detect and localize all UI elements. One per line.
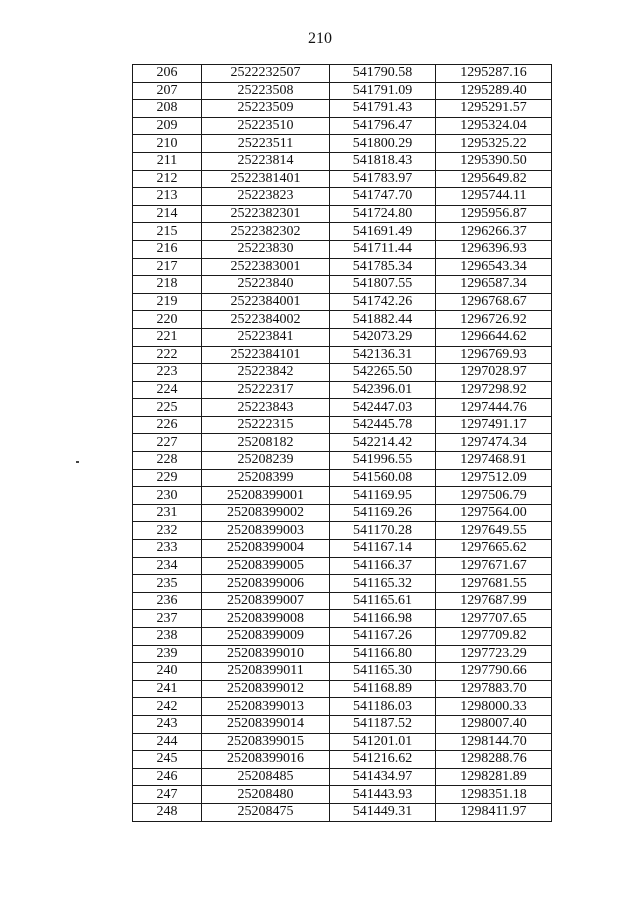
table-row bbox=[133, 434, 552, 452]
x-coordinate-cell: 542136.31 bbox=[330, 346, 436, 364]
table-row bbox=[133, 786, 552, 804]
y-coordinate-cell: 1295649.82 bbox=[436, 170, 552, 188]
x-coordinate-cell: 541166.98 bbox=[330, 610, 436, 628]
y-coordinate-cell: 1297474.34 bbox=[436, 434, 552, 452]
y-coordinate-cell: 1297506.79 bbox=[436, 487, 552, 505]
point-number-cell: 227 bbox=[133, 434, 202, 452]
x-coordinate-cell: 541449.31 bbox=[330, 803, 436, 821]
x-coordinate-cell: 541724.80 bbox=[330, 205, 436, 223]
point-number-cell: 219 bbox=[133, 293, 202, 311]
x-coordinate-cell: 541742.26 bbox=[330, 293, 436, 311]
point-number-cell: 244 bbox=[133, 733, 202, 751]
x-coordinate-cell: 541167.14 bbox=[330, 540, 436, 558]
y-coordinate-cell: 1297687.99 bbox=[436, 592, 552, 610]
y-coordinate-cell: 1297491.17 bbox=[436, 416, 552, 434]
point-id-cell: 25208485 bbox=[202, 768, 330, 786]
table-row bbox=[133, 328, 552, 346]
point-id-cell: 25208399 bbox=[202, 469, 330, 487]
point-number-cell: 221 bbox=[133, 328, 202, 346]
point-id-cell: 2522384001 bbox=[202, 293, 330, 311]
point-number-cell: 217 bbox=[133, 258, 202, 276]
point-id-cell: 25208399001 bbox=[202, 487, 330, 505]
x-coordinate-cell: 541165.32 bbox=[330, 575, 436, 593]
point-number-cell: 246 bbox=[133, 768, 202, 786]
x-coordinate-cell: 541170.28 bbox=[330, 522, 436, 540]
y-coordinate-cell: 1295291.57 bbox=[436, 100, 552, 118]
point-id-cell: 25208480 bbox=[202, 786, 330, 804]
x-coordinate-cell: 541691.49 bbox=[330, 223, 436, 241]
x-coordinate-cell: 542447.03 bbox=[330, 399, 436, 417]
point-id-cell: 25208399008 bbox=[202, 610, 330, 628]
point-number-cell: 239 bbox=[133, 645, 202, 663]
point-id-cell: 25223509 bbox=[202, 100, 330, 118]
y-coordinate-cell: 1296726.92 bbox=[436, 311, 552, 329]
y-coordinate-cell: 1297707.65 bbox=[436, 610, 552, 628]
point-number-cell: 226 bbox=[133, 416, 202, 434]
point-id-cell: 25208399015 bbox=[202, 733, 330, 751]
point-id-cell: 2522232507 bbox=[202, 65, 330, 83]
point-number-cell: 241 bbox=[133, 680, 202, 698]
table-row bbox=[133, 293, 552, 311]
y-coordinate-cell: 1297512.09 bbox=[436, 469, 552, 487]
point-number-cell: 208 bbox=[133, 100, 202, 118]
table-row bbox=[133, 152, 552, 170]
x-coordinate-cell: 542265.50 bbox=[330, 364, 436, 382]
y-coordinate-cell: 1297665.62 bbox=[436, 540, 552, 558]
point-id-cell: 25222317 bbox=[202, 381, 330, 399]
x-coordinate-cell: 541747.70 bbox=[330, 188, 436, 206]
y-coordinate-cell: 1297709.82 bbox=[436, 628, 552, 646]
point-id-cell: 25223843 bbox=[202, 399, 330, 417]
point-number-cell: 248 bbox=[133, 803, 202, 821]
point-number-cell: 215 bbox=[133, 223, 202, 241]
table-row bbox=[133, 223, 552, 241]
table-row bbox=[133, 65, 552, 83]
y-coordinate-cell: 1297790.66 bbox=[436, 663, 552, 681]
y-coordinate-cell: 1298144.70 bbox=[436, 733, 552, 751]
point-id-cell: 25208399016 bbox=[202, 751, 330, 769]
point-number-cell: 237 bbox=[133, 610, 202, 628]
point-id-cell: 25223823 bbox=[202, 188, 330, 206]
point-number-cell: 238 bbox=[133, 628, 202, 646]
point-number-cell: 242 bbox=[133, 698, 202, 716]
table-row bbox=[133, 240, 552, 258]
y-coordinate-cell: 1296769.93 bbox=[436, 346, 552, 364]
point-id-cell: 2522382301 bbox=[202, 205, 330, 223]
y-coordinate-cell: 1297298.92 bbox=[436, 381, 552, 399]
point-number-cell: 245 bbox=[133, 751, 202, 769]
y-coordinate-cell: 1296768.67 bbox=[436, 293, 552, 311]
y-coordinate-cell: 1297723.29 bbox=[436, 645, 552, 663]
y-coordinate-cell: 1297468.91 bbox=[436, 452, 552, 470]
y-coordinate-cell: 1298288.76 bbox=[436, 751, 552, 769]
point-number-cell: 234 bbox=[133, 557, 202, 575]
table-row bbox=[133, 733, 552, 751]
x-coordinate-cell: 541882.44 bbox=[330, 311, 436, 329]
point-id-cell: 25208399004 bbox=[202, 540, 330, 558]
table-row bbox=[133, 768, 552, 786]
y-coordinate-cell: 1298281.89 bbox=[436, 768, 552, 786]
point-id-cell: 25223842 bbox=[202, 364, 330, 382]
x-coordinate-cell: 542445.78 bbox=[330, 416, 436, 434]
x-coordinate-cell: 542214.42 bbox=[330, 434, 436, 452]
x-coordinate-cell: 541167.26 bbox=[330, 628, 436, 646]
table-row bbox=[133, 715, 552, 733]
table-row bbox=[133, 276, 552, 294]
table-row bbox=[133, 188, 552, 206]
y-coordinate-cell: 1297681.55 bbox=[436, 575, 552, 593]
point-id-cell: 25208182 bbox=[202, 434, 330, 452]
point-id-cell: 25208399014 bbox=[202, 715, 330, 733]
point-number-cell: 214 bbox=[133, 205, 202, 223]
point-id-cell: 2522383001 bbox=[202, 258, 330, 276]
point-number-cell: 207 bbox=[133, 82, 202, 100]
point-id-cell: 25223840 bbox=[202, 276, 330, 294]
point-number-cell: 213 bbox=[133, 188, 202, 206]
point-id-cell: 25223830 bbox=[202, 240, 330, 258]
x-coordinate-cell: 541216.62 bbox=[330, 751, 436, 769]
point-id-cell: 25223511 bbox=[202, 135, 330, 153]
table-row bbox=[133, 311, 552, 329]
point-id-cell: 25223814 bbox=[202, 152, 330, 170]
point-id-cell: 25208475 bbox=[202, 803, 330, 821]
point-number-cell: 216 bbox=[133, 240, 202, 258]
y-coordinate-cell: 1297028.97 bbox=[436, 364, 552, 382]
point-number-cell: 206 bbox=[133, 65, 202, 83]
point-number-cell: 218 bbox=[133, 276, 202, 294]
x-coordinate-cell: 541186.03 bbox=[330, 698, 436, 716]
point-number-cell: 210 bbox=[133, 135, 202, 153]
point-id-cell: 25208399007 bbox=[202, 592, 330, 610]
y-coordinate-cell: 1297564.00 bbox=[436, 504, 552, 522]
table-row bbox=[133, 698, 552, 716]
table-row bbox=[133, 416, 552, 434]
point-id-cell: 25208399013 bbox=[202, 698, 330, 716]
point-number-cell: 229 bbox=[133, 469, 202, 487]
point-number-cell: 231 bbox=[133, 504, 202, 522]
table-row bbox=[133, 803, 552, 821]
scan-speck bbox=[76, 461, 79, 463]
point-number-cell: 243 bbox=[133, 715, 202, 733]
x-coordinate-cell: 541187.52 bbox=[330, 715, 436, 733]
point-id-cell: 2522384002 bbox=[202, 311, 330, 329]
table-row bbox=[133, 381, 552, 399]
y-coordinate-cell: 1295956.87 bbox=[436, 205, 552, 223]
x-coordinate-cell: 541791.43 bbox=[330, 100, 436, 118]
x-coordinate-cell: 541560.08 bbox=[330, 469, 436, 487]
point-number-cell: 224 bbox=[133, 381, 202, 399]
y-coordinate-cell: 1296644.62 bbox=[436, 328, 552, 346]
table-row bbox=[133, 575, 552, 593]
point-number-cell: 225 bbox=[133, 399, 202, 417]
x-coordinate-cell: 541165.30 bbox=[330, 663, 436, 681]
y-coordinate-cell: 1295287.16 bbox=[436, 65, 552, 83]
table-row bbox=[133, 487, 552, 505]
point-id-cell: 25208399012 bbox=[202, 680, 330, 698]
point-number-cell: 235 bbox=[133, 575, 202, 593]
table-row bbox=[133, 540, 552, 558]
table-row bbox=[133, 680, 552, 698]
point-id-cell: 25208399006 bbox=[202, 575, 330, 593]
y-coordinate-cell: 1295324.04 bbox=[436, 117, 552, 135]
y-coordinate-cell: 1298000.33 bbox=[436, 698, 552, 716]
table-row bbox=[133, 258, 552, 276]
x-coordinate-cell: 541201.01 bbox=[330, 733, 436, 751]
y-coordinate-cell: 1295289.40 bbox=[436, 82, 552, 100]
point-number-cell: 212 bbox=[133, 170, 202, 188]
table-row bbox=[133, 628, 552, 646]
table-row bbox=[133, 663, 552, 681]
point-number-cell: 232 bbox=[133, 522, 202, 540]
x-coordinate-cell: 541169.26 bbox=[330, 504, 436, 522]
point-id-cell: 25223508 bbox=[202, 82, 330, 100]
x-coordinate-cell: 541796.47 bbox=[330, 117, 436, 135]
x-coordinate-cell: 541800.29 bbox=[330, 135, 436, 153]
y-coordinate-cell: 1296396.93 bbox=[436, 240, 552, 258]
x-coordinate-cell: 541443.93 bbox=[330, 786, 436, 804]
x-coordinate-cell: 541818.43 bbox=[330, 152, 436, 170]
point-number-cell: 233 bbox=[133, 540, 202, 558]
point-number-cell: 240 bbox=[133, 663, 202, 681]
table-row bbox=[133, 82, 552, 100]
y-coordinate-cell: 1297444.76 bbox=[436, 399, 552, 417]
y-coordinate-cell: 1297883.70 bbox=[436, 680, 552, 698]
point-number-cell: 220 bbox=[133, 311, 202, 329]
y-coordinate-cell: 1298007.40 bbox=[436, 715, 552, 733]
point-id-cell: 25208399011 bbox=[202, 663, 330, 681]
point-id-cell: 25208399003 bbox=[202, 522, 330, 540]
y-coordinate-cell: 1295390.50 bbox=[436, 152, 552, 170]
x-coordinate-cell: 541783.97 bbox=[330, 170, 436, 188]
x-coordinate-cell: 541434.97 bbox=[330, 768, 436, 786]
point-number-cell: 209 bbox=[133, 117, 202, 135]
point-id-cell: 25222315 bbox=[202, 416, 330, 434]
point-id-cell: 25208399009 bbox=[202, 628, 330, 646]
y-coordinate-cell: 1296587.34 bbox=[436, 276, 552, 294]
point-id-cell: 2522382302 bbox=[202, 223, 330, 241]
point-number-cell: 211 bbox=[133, 152, 202, 170]
point-id-cell: 25208399005 bbox=[202, 557, 330, 575]
x-coordinate-cell: 541165.61 bbox=[330, 592, 436, 610]
point-number-cell: 228 bbox=[133, 452, 202, 470]
x-coordinate-cell: 541166.80 bbox=[330, 645, 436, 663]
table-row bbox=[133, 522, 552, 540]
x-coordinate-cell: 541791.09 bbox=[330, 82, 436, 100]
point-id-cell: 25223510 bbox=[202, 117, 330, 135]
y-coordinate-cell: 1297649.55 bbox=[436, 522, 552, 540]
table-row bbox=[133, 645, 552, 663]
table-row bbox=[133, 557, 552, 575]
x-coordinate-cell: 541711.44 bbox=[330, 240, 436, 258]
table-row bbox=[133, 170, 552, 188]
point-id-cell: 25223841 bbox=[202, 328, 330, 346]
point-id-cell: 25208399010 bbox=[202, 645, 330, 663]
point-id-cell: 2522381401 bbox=[202, 170, 330, 188]
table-row bbox=[133, 592, 552, 610]
point-id-cell: 2522384101 bbox=[202, 346, 330, 364]
y-coordinate-cell: 1296266.37 bbox=[436, 223, 552, 241]
table-row bbox=[133, 100, 552, 118]
table-row bbox=[133, 469, 552, 487]
x-coordinate-cell: 541168.89 bbox=[330, 680, 436, 698]
y-coordinate-cell: 1296543.34 bbox=[436, 258, 552, 276]
y-coordinate-cell: 1298351.18 bbox=[436, 786, 552, 804]
table-row bbox=[133, 135, 552, 153]
x-coordinate-cell: 541996.55 bbox=[330, 452, 436, 470]
x-coordinate-cell: 542073.29 bbox=[330, 328, 436, 346]
table-row bbox=[133, 452, 552, 470]
x-coordinate-cell: 541807.55 bbox=[330, 276, 436, 294]
point-number-cell: 236 bbox=[133, 592, 202, 610]
y-coordinate-cell: 1297671.67 bbox=[436, 557, 552, 575]
table-row bbox=[133, 504, 552, 522]
point-number-cell: 247 bbox=[133, 786, 202, 804]
x-coordinate-cell: 542396.01 bbox=[330, 381, 436, 399]
table-row bbox=[133, 364, 552, 382]
point-id-cell: 25208239 bbox=[202, 452, 330, 470]
table-row bbox=[133, 346, 552, 364]
y-coordinate-cell: 1295744.11 bbox=[436, 188, 552, 206]
x-coordinate-cell: 541169.95 bbox=[330, 487, 436, 505]
x-coordinate-cell: 541790.58 bbox=[330, 65, 436, 83]
table-row bbox=[133, 117, 552, 135]
y-coordinate-cell: 1295325.22 bbox=[436, 135, 552, 153]
point-number-cell: 230 bbox=[133, 487, 202, 505]
table-row bbox=[133, 751, 552, 769]
x-coordinate-cell: 541166.37 bbox=[330, 557, 436, 575]
table-row bbox=[133, 610, 552, 628]
point-number-cell: 222 bbox=[133, 346, 202, 364]
table-row bbox=[133, 205, 552, 223]
point-id-cell: 25208399002 bbox=[202, 504, 330, 522]
page-number: 210 bbox=[308, 30, 332, 47]
coordinates-table bbox=[132, 64, 552, 822]
y-coordinate-cell: 1298411.97 bbox=[436, 803, 552, 821]
x-coordinate-cell: 541785.34 bbox=[330, 258, 436, 276]
point-number-cell: 223 bbox=[133, 364, 202, 382]
coordinates-table-body bbox=[133, 65, 552, 822]
table-row bbox=[133, 399, 552, 417]
